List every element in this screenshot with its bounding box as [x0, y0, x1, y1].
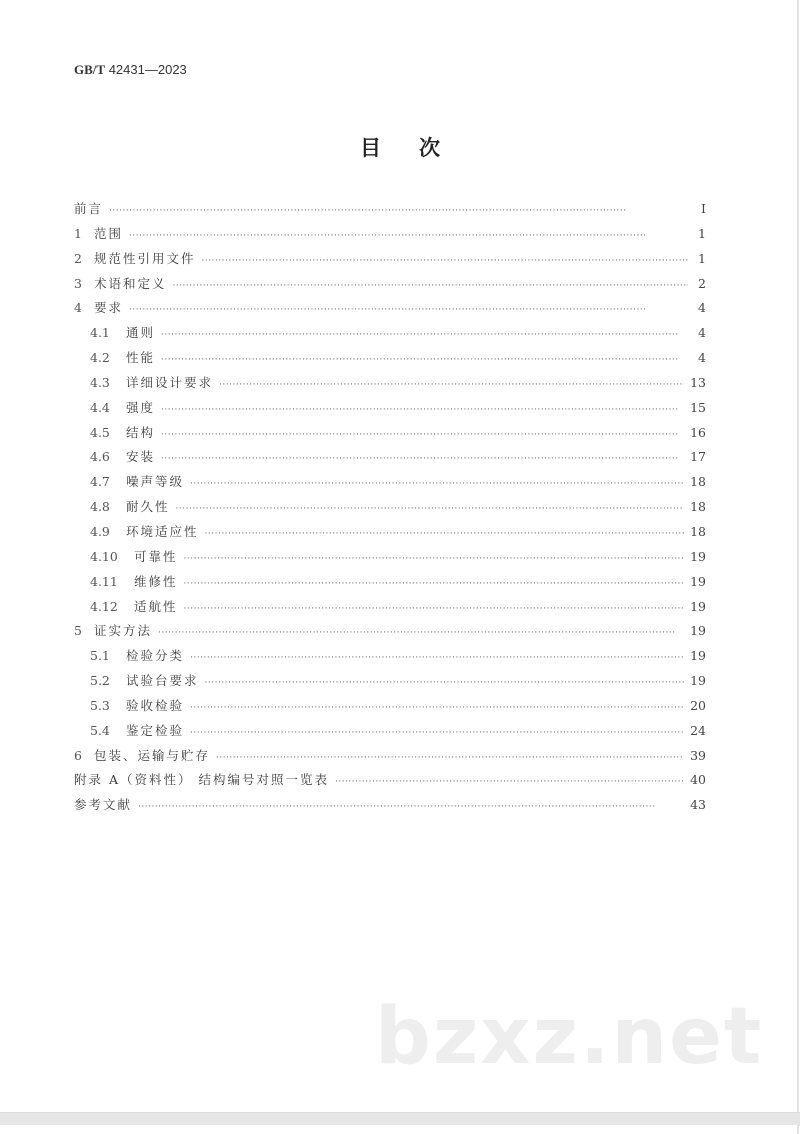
dot-leader [190, 653, 684, 663]
standard-prefix: GB/T [74, 62, 106, 77]
toc-entry-number: 4 [74, 300, 82, 316]
toc-entry[interactable] [74, 671, 706, 696]
toc-entry-label: 附录 A（资料性） 结构编号对照一览表 [74, 772, 329, 788]
dot-leader [201, 256, 688, 266]
toc-entry-label: 维修性 [134, 573, 178, 589]
toc-entry-page: 18 [690, 474, 706, 490]
standard-number: 42431—2023 [108, 62, 187, 77]
dot-leader [138, 802, 684, 812]
dot-leader [190, 479, 684, 489]
toc-entry[interactable] [74, 547, 706, 572]
toc-entry-label: 噪声等级 [126, 474, 185, 490]
dot-leader [161, 454, 684, 464]
toc-entry-page: 18 [690, 499, 706, 515]
toc-entry-number: 4.12 [90, 598, 118, 614]
toc-entry[interactable] [74, 646, 706, 671]
toc-entry-label: 术语和定义 [93, 275, 167, 291]
toc-entry-page: 18 [690, 523, 706, 539]
toc-entry-number: 5.4 [90, 722, 110, 738]
toc-entry[interactable] [74, 770, 706, 795]
dot-leader [176, 504, 685, 514]
toc-entry[interactable] [74, 199, 706, 224]
toc-entry-label: 验收检验 [126, 697, 185, 713]
toc-entry-label: 适航性 [134, 598, 178, 614]
toc-entry-page: 17 [690, 449, 706, 465]
toc-entry-page: 13 [690, 374, 706, 390]
toc-entry-number: 4.4 [90, 399, 110, 415]
toc-entry[interactable] [74, 621, 706, 646]
toc-entry-number: 4.11 [90, 573, 118, 589]
toc-entry-label: 包装、运输与贮存 [93, 747, 210, 763]
toc-entry[interactable] [74, 572, 706, 597]
dot-leader [109, 206, 688, 216]
toc-entry-label: 检验分类 [126, 648, 185, 664]
toc-entry-page: 15 [690, 399, 706, 415]
toc-entry-number: 3 [74, 275, 82, 291]
toc-entry-label: 鉴定检验 [126, 722, 185, 738]
toc-entry-label: 结构 [126, 424, 156, 440]
toc-entry[interactable] [74, 597, 706, 622]
dot-leader [184, 604, 685, 614]
toc-entry-label: 试验台要求 [126, 673, 199, 689]
dot-leader [161, 330, 688, 340]
toc-entry[interactable] [74, 274, 706, 299]
toc-entry[interactable] [74, 323, 706, 348]
toc-entry-page: Ⅰ [701, 201, 706, 216]
toc-entry-page: 43 [690, 797, 706, 813]
page-separator [0, 1112, 800, 1126]
toc-entry-page: 1 [698, 225, 706, 241]
toc-entry-page: 4 [698, 300, 706, 316]
toc-entry[interactable] [74, 249, 706, 274]
toc-entry-number: 4.2 [90, 350, 110, 366]
toc-entry[interactable] [74, 298, 706, 323]
toc-entry-page: 19 [690, 623, 706, 639]
toc-entry-label: 可靠性 [134, 548, 178, 564]
toc-entry[interactable] [74, 373, 706, 398]
toc-entry[interactable] [74, 795, 706, 820]
toc-entry-number: 4.8 [90, 499, 110, 515]
table-of-contents [74, 199, 706, 820]
toc-entry-page: 2 [698, 275, 706, 291]
dot-leader [190, 728, 684, 738]
toc-entry-number: 5 [74, 623, 82, 639]
toc-entry-label: 要求 [93, 300, 123, 316]
toc-entry-page: 24 [690, 722, 706, 738]
dot-leader [205, 529, 685, 539]
toc-entry-label: 前言 [74, 201, 104, 216]
toc-entry-label: 详细设计要求 [126, 374, 214, 390]
toc-entry[interactable] [74, 447, 706, 472]
dot-leader [161, 430, 684, 440]
toc-entry-label: 环境适应性 [126, 523, 199, 539]
toc-entry[interactable] [74, 497, 706, 522]
toc-entry-label: 性能 [126, 350, 156, 366]
toc-entry-page: 19 [690, 548, 706, 564]
toc-entry-page: 19 [690, 673, 706, 689]
dot-leader [184, 554, 685, 564]
toc-title: 目次 [360, 136, 478, 160]
toc-entry-label: 规范性引用文件 [93, 250, 196, 266]
next-page-edge [0, 1125, 799, 1134]
dot-leader [219, 380, 684, 390]
toc-entry-label: 参考文献 [74, 797, 133, 813]
toc-entry-label: 证实方法 [93, 623, 152, 639]
toc-entry[interactable] [74, 721, 706, 746]
toc-entry-number: 5.3 [90, 697, 110, 713]
watermark: bzxz.net [375, 992, 764, 1082]
toc-entry-number: 4.5 [90, 424, 110, 440]
toc-entry-number: 2 [74, 250, 82, 266]
toc-entry-number: 5.1 [90, 648, 110, 664]
toc-entry[interactable] [74, 398, 706, 423]
toc-entry-label: 范围 [93, 225, 123, 241]
toc-entry-page: 19 [690, 648, 706, 664]
toc-entry[interactable] [74, 224, 706, 249]
toc-entry-label: 耐久性 [126, 499, 170, 515]
toc-entry[interactable] [74, 348, 706, 373]
toc-entry[interactable] [74, 522, 706, 547]
toc-entry-page: 20 [690, 697, 706, 713]
toc-entry[interactable] [74, 472, 706, 497]
dot-leader [161, 405, 684, 415]
toc-entry-number: 4.1 [90, 325, 110, 341]
toc-entry-number: 4.6 [90, 449, 110, 465]
toc-entry-label: 安装 [126, 449, 156, 465]
dot-leader [158, 628, 684, 638]
dot-leader [190, 703, 684, 713]
toc-entry-page: 40 [690, 772, 706, 788]
toc-entry-number: 4.10 [90, 548, 118, 564]
dot-leader [184, 579, 685, 589]
dot-leader [216, 753, 684, 763]
toc-entry-page: 19 [690, 598, 706, 614]
dot-leader [129, 305, 688, 315]
toc-entry-number: 5.2 [90, 673, 110, 689]
toc-entry[interactable] [74, 423, 706, 448]
toc-entry-number: 4.3 [90, 374, 110, 390]
toc-entry-number: 6 [74, 747, 82, 763]
standard-code [74, 62, 187, 78]
dot-leader [172, 281, 688, 291]
toc-entry-page: 19 [690, 573, 706, 589]
toc-entry-label: 强度 [126, 399, 156, 415]
toc-entry-page: 1 [698, 250, 706, 266]
dot-leader [335, 777, 684, 787]
toc-entry-number: 4.7 [90, 474, 110, 490]
toc-entry-page: 4 [698, 350, 706, 366]
toc-entry-page: 39 [690, 747, 706, 763]
toc-entry-page: 16 [690, 424, 706, 440]
toc-entry-number: 4.9 [90, 523, 110, 539]
toc-entry-label: 通则 [126, 325, 156, 341]
toc-entry[interactable] [74, 696, 706, 721]
dot-leader [161, 355, 688, 365]
dot-leader [129, 231, 688, 241]
toc-entry-number: 1 [74, 225, 82, 241]
toc-entry-page: 4 [698, 325, 706, 341]
toc-entry[interactable] [74, 746, 706, 771]
dot-leader [205, 678, 685, 688]
